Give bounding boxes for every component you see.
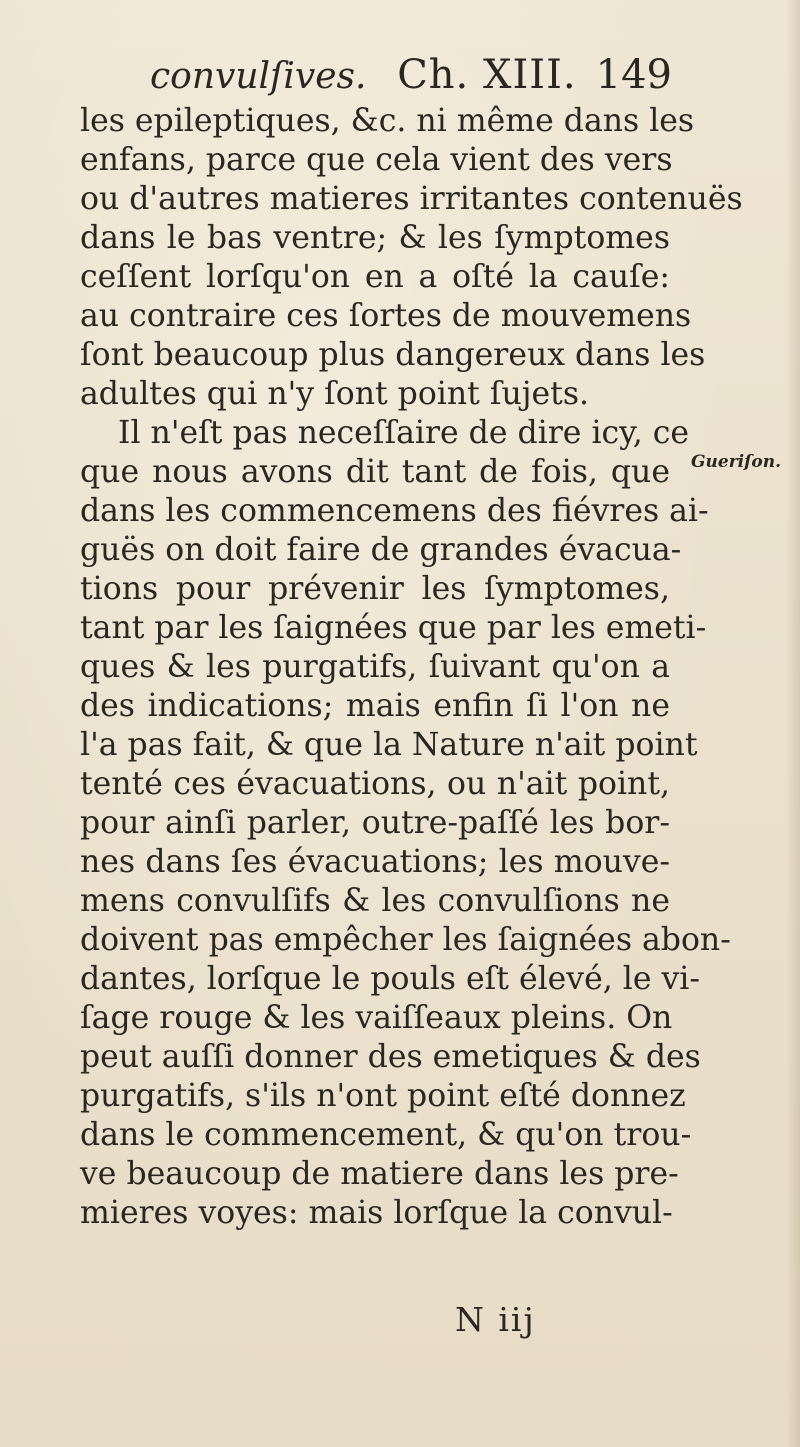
text-line: l'a pas fait, & que la Nature n'ait point	[80, 727, 698, 763]
text-line: guës on doit faire de grandes évacua-	[80, 532, 682, 568]
text-line: ſage rouge & les vaiſſeaux pleins. On	[80, 1000, 673, 1036]
text-line: mens convulſifs & les convulſions ne	[80, 883, 670, 919]
text-line: les epileptiques, &c. ni même dans les	[80, 103, 695, 139]
signature-mark: N iij	[455, 1300, 536, 1339]
text-line: ſont beaucoup plus dangereux dans les	[80, 337, 706, 373]
page-edge-shadow	[786, 0, 800, 1447]
running-title: convulſives.	[150, 56, 367, 97]
text-line: des indications; mais enfin ſi l'on ne	[80, 688, 670, 724]
text-line: ou d'autres matieres irritantes contenuës	[80, 181, 743, 217]
text-line: dantes, lorſque le pouls eſt élevé, le vi-	[80, 961, 701, 997]
text-line: que nous avons dit tant de fois, que	[80, 454, 670, 490]
text-line: peut auſſi donner des emetiques & des	[80, 1039, 701, 1075]
text-line: ques & les purgatifs, ſuivant qu'on a	[80, 649, 670, 685]
text-line: dans les commencemens des fiévres ai-	[80, 493, 709, 529]
text-line: doivent pas empêcher les ſaignées abon-	[80, 922, 731, 958]
paragraph-start-line: Il n'eſt pas neceſſaire de dire icy, ce	[118, 415, 690, 451]
text-line: enfans, parce que cela vient des vers	[80, 142, 673, 178]
text-line: tenté ces évacuations, ou n'ait point,	[80, 766, 670, 802]
text-line: au contraire ces ſortes de mouvemens	[80, 298, 692, 334]
text-line: adultes qui n'y ſont point ſujets.	[80, 376, 590, 412]
text-line: ve beaucoup de matiere dans les pre-	[80, 1156, 679, 1192]
text-line: dans le bas ventre; & les ſymptomes	[80, 220, 670, 256]
margin-note: Gueriſon.	[691, 452, 782, 472]
chapter-label: Ch. XIII.	[397, 52, 577, 98]
text-line: tant par les ſaignées que par les emeti-	[80, 610, 707, 646]
text-line: mieres voyes: mais lorſque la convul-	[80, 1195, 673, 1231]
page-number: 149	[595, 52, 672, 98]
text-line: pour ainſi parler, outre-paſſé les bor-	[80, 805, 670, 841]
text-line: purgatifs, s'ils n'ont point eſté donnez	[80, 1078, 686, 1114]
text-line: tions pour prévenir les ſymptomes,	[80, 571, 670, 607]
text-line: nes dans ſes évacuations; les mouve-	[80, 844, 670, 880]
text-line: ceſſent lorſqu'on en a oſté la cauſe:	[80, 259, 670, 295]
text-line: dans le commencement, & qu'on trou-	[80, 1117, 692, 1153]
